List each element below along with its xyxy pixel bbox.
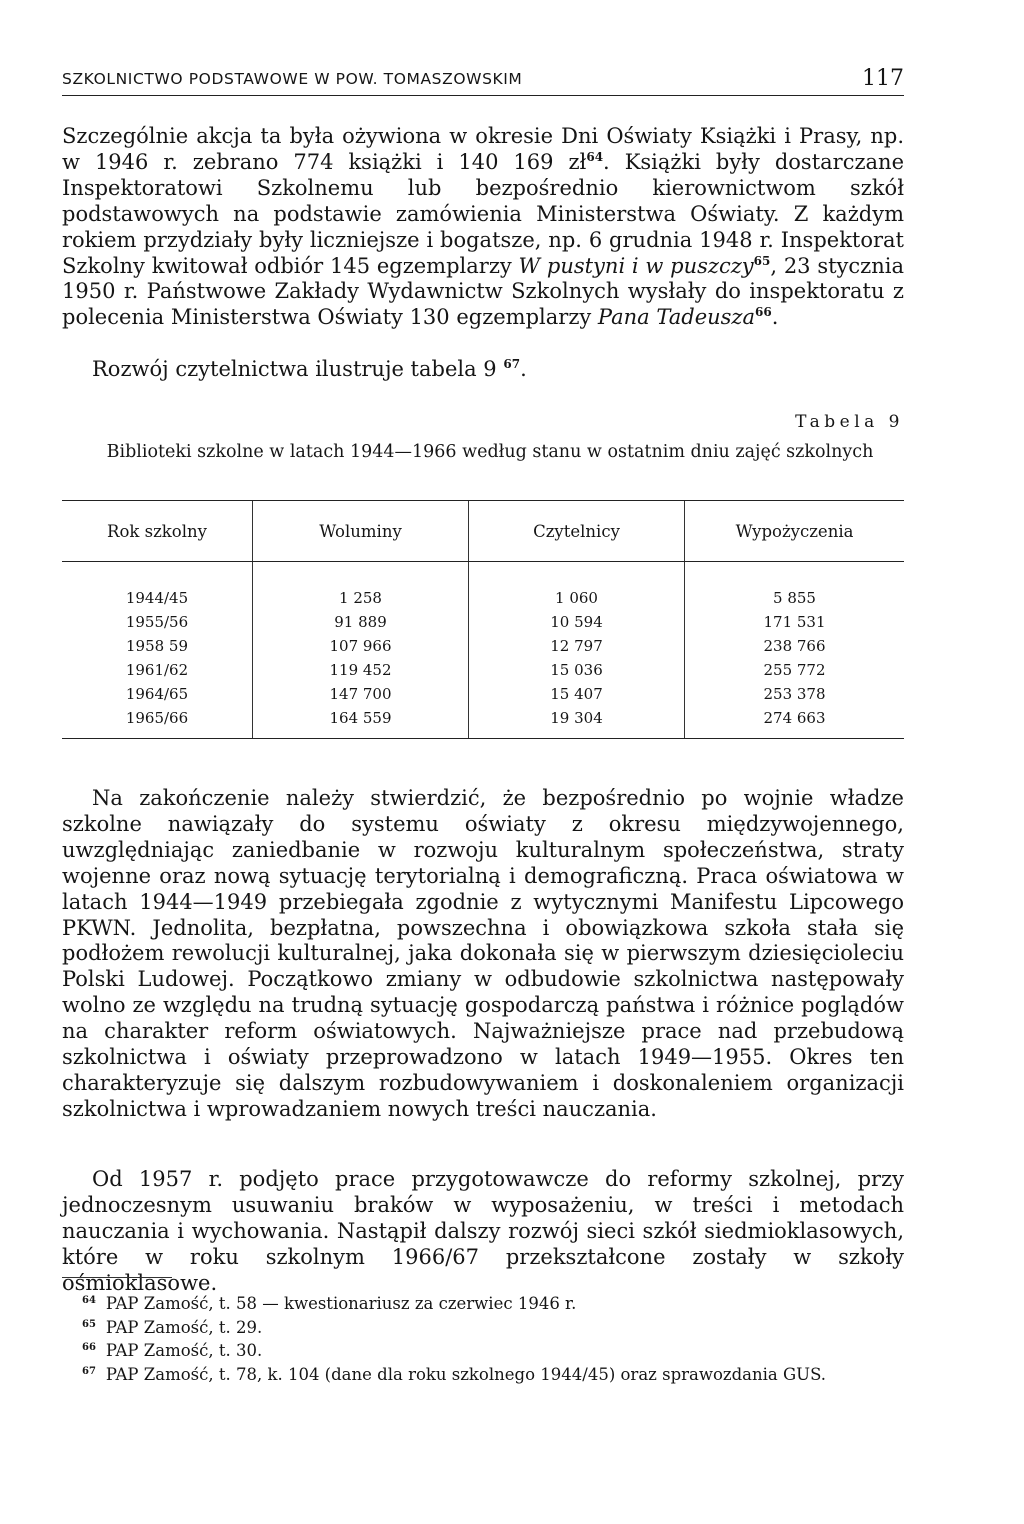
footnote-ref: 67 — [503, 357, 521, 371]
paragraph-text: . Książki były dostarczane Inspektoratowi Szkolnemu lub bezpośrednio kierownictwom szkół podstawowych na podstawie zamówienia Ministerstwa Oświaty. Z każdym rokiem przydziały były liczniejsze i bogatsze, np. 6 grudnia 1948 r. Inspektorat Szkolny kwitował odbiór 145 egzemplarzy — [62, 149, 904, 278]
paragraph-text: . — [771, 305, 779, 330]
footnote-text: PAP Zamość, t. 30. — [105, 1341, 263, 1361]
footnote — [62, 1339, 904, 1363]
footnote-text: PAP Zamość, t. 58 — kwestionariusz za czerwiec 1946 r. — [105, 1294, 577, 1313]
table-cell: 5 855 — [685, 586, 905, 610]
conclusion-paragraph-2: Od 1957 r. podjęto prace przygotowawcze do reformy szkolnej, przy jednoczesnym usuwaniu braków w wyposażeniu, w treści i metodach nauczania i wychowania. Nastąpił dalszy rozwój sieci szkół siedmioklasowych, które w roku szkolnym 1966/67 przekształcone zostały w szkoły ośmioklasowe. — [62, 1167, 904, 1295]
intro-paragraph — [62, 124, 904, 331]
library-statistics-table — [62, 500, 904, 739]
column-header: Wypożyczenia — [685, 501, 905, 562]
book-title: W pustyni i w puszczy — [518, 253, 754, 278]
table-bottom-rule-row — [62, 730, 904, 739]
table-cell: 274 663 — [685, 706, 905, 730]
table-row — [62, 706, 904, 730]
running-title: SZKOLNICTWO PODSTAWOWE W POW. TOMASZOWSKIM — [62, 70, 523, 88]
footnote-number: 64 — [82, 1295, 96, 1306]
table-cell: 15 036 — [469, 658, 685, 682]
table-cell: 253 378 — [685, 682, 905, 706]
table-cell: 15 407 — [469, 682, 685, 706]
table-cell: 1955/56 — [125, 613, 189, 631]
paragraph-text: Szczególnie akcja ta była ożywiona w okresie Dni Oświaty Książki i Prasy, np. w 1946 r. zebrano 774 książki i 140 169 zł — [62, 124, 904, 174]
footnote — [62, 1292, 904, 1316]
paragraph-text: Rozwój czytelnictwa ilustruje tabela 9 — [92, 357, 497, 381]
table-cell: 171 531 — [685, 610, 905, 634]
table-cell: 119 452 — [253, 658, 469, 682]
column-header: Czytelnicy — [469, 501, 685, 562]
table-row — [62, 658, 904, 682]
footnote-number: 65 — [82, 1318, 96, 1330]
table-cell: 1944/45 — [125, 589, 189, 607]
table-cell: 1 258 — [253, 586, 469, 610]
footnote-ref: 64 — [586, 149, 604, 164]
table-row — [62, 634, 904, 658]
footnote-ref: 65 — [753, 253, 771, 268]
column-header: Woluminy — [253, 501, 469, 562]
table-cell: 19 304 — [469, 706, 685, 730]
table-row — [62, 610, 904, 634]
footnote-text: PAP Zamość, t. 78, k. 104 (dane dla roku szkolnego 1944/45) oraz sprawozdania GUS. — [105, 1365, 827, 1385]
footnote-rule — [62, 1277, 172, 1278]
table-cell: 255 772 — [685, 658, 905, 682]
table-cell: 1 060 — [469, 586, 685, 610]
table-cell: 164 559 — [253, 706, 469, 730]
header-rule — [62, 95, 904, 96]
paragraph-text: . — [520, 357, 527, 381]
table-cell: 147 700 — [253, 682, 469, 706]
table-cell: 107 966 — [253, 634, 469, 658]
table-row — [62, 682, 904, 706]
footnote — [62, 1316, 904, 1340]
table-caption: Biblioteki szkolne w latach 1944—1966 według stanu w ostatnim dniu zajęć szkolnych — [106, 442, 874, 462]
table-header-row — [62, 501, 904, 562]
footnotes — [62, 1292, 904, 1387]
footnote — [62, 1363, 904, 1387]
running-header — [62, 64, 904, 96]
table-row — [62, 586, 904, 610]
page-number: 117 — [862, 66, 904, 91]
book-title: Pana Tadeusza — [597, 305, 756, 330]
table-spacer-row — [62, 562, 904, 587]
table-cell: 238 766 — [685, 634, 905, 658]
footnote-text: PAP Zamość, t. 29. — [105, 1317, 263, 1337]
footnote-ref: 66 — [755, 305, 772, 320]
column-header: Rok szkolny — [62, 501, 253, 562]
footnote-number: 67 — [82, 1366, 96, 1378]
table-label: Tabela 9 — [795, 412, 904, 432]
table-cell: 1965/66 — [125, 709, 189, 727]
footnote-number: 66 — [82, 1342, 96, 1354]
table-cell: 1964/65 — [125, 685, 189, 703]
table-cell: 10 594 — [469, 610, 685, 634]
table-cell: 1958 59 — [125, 637, 189, 655]
table-cell: 1961/62 — [125, 661, 189, 679]
table-reference-paragraph — [62, 357, 904, 383]
paragraph-text: , 23 stycznia 1950 r. Państwowe Zakłady Wydawnictw Szkolnych wysłały do inspektoratu z polecenia Ministerstwa Oświaty 130 egzemplarzy — [62, 253, 904, 330]
conclusion-paragraph-1: Na zakończenie należy stwierdzić, że bezpośrednio po wojnie władze szkolne nawiązały do systemu oświaty z okresu międzywojennego, uwzględniając zaniedbanie w rozwoju kulturalnym społeczeństwa, straty wojenne oraz nową sytuację terytorialną i demograficzną. Praca oświatowa w latach 1944—1949 przebiegała zgodnie z wytycznymi Manifestu Lipcowego PKWN. Jednolita, bezpłatna, powszechna i obowiązkowa szkoła stała się podłożem rewolucji kulturalnej, jaka dokonała się w pierwszym dziesięcioleciu Polski Ludowej. Początkowo zmiany w odbudowie szkolnictwa następowały wolno ze względu na trudną sytuację gospodarczą państwa i różnice poglądów na charakter reform oświatowych. Najważniejsze prace nad przebudową szkolnictwa i oświaty przeprowadzono w latach 1949—1955. Okres ten charakteryzuje się dalszym rozbudowywaniem i doskonaleniem organizacji szkolnictwa i wprowadzaniem nowych treści nauczania. — [62, 786, 904, 1121]
table-cell: 12 797 — [469, 634, 685, 658]
table-cell: 91 889 — [253, 610, 469, 634]
